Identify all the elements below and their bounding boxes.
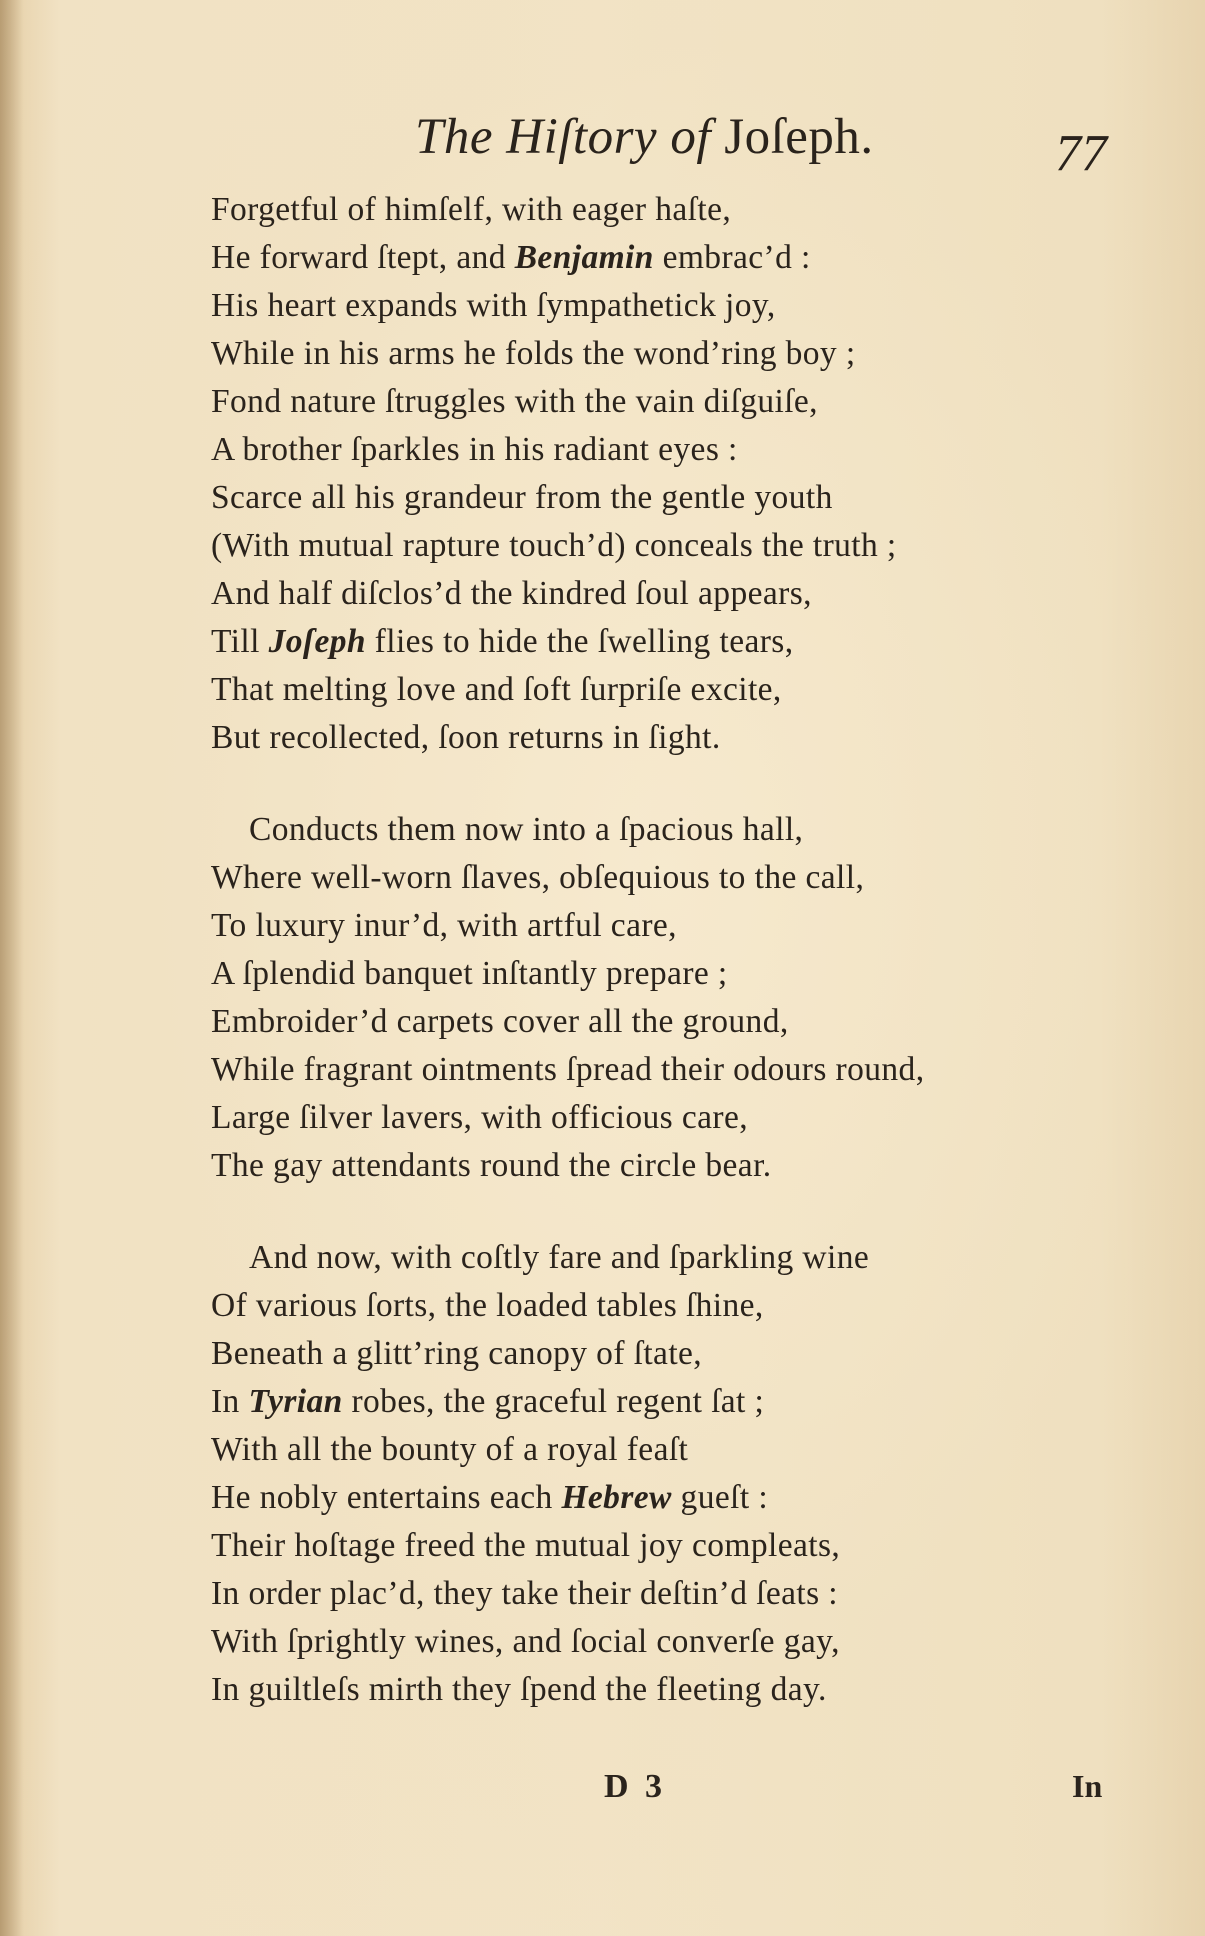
verse-text: flies to hide the ſwelling tears, <box>365 623 794 660</box>
verse-line <box>211 1426 1091 1474</box>
verse-text: Fond nature ſtruggles with the vain diſguiſe, <box>211 383 818 420</box>
verse-line <box>211 1282 1091 1330</box>
verse-text: Scarce all his grandeur from the gentle youth <box>211 479 833 516</box>
verse-text: A ſplendid banquet inſtantly prepare ; <box>211 955 728 992</box>
verse-text: In <box>211 1383 249 1420</box>
italic-name: Tyrian <box>248 1383 343 1420</box>
verse-text: Large ſilver lavers, with officious care, <box>211 1099 749 1136</box>
verse-line <box>211 1330 1091 1378</box>
verse-line <box>211 854 1091 902</box>
verse-line <box>211 998 1091 1046</box>
verse-line <box>211 426 1091 474</box>
verse-text: Beneath a glitt’ring canopy of ſtate, <box>211 1335 703 1372</box>
italic-name: Benjamin <box>514 239 654 276</box>
verse-text: A brother ſparkles in his radiant eyes : <box>211 431 738 468</box>
verse-text: He nobly entertains each <box>211 1479 562 1516</box>
verse-text: With ſprightly wines, and ſocial converſe gay, <box>211 1623 840 1660</box>
verse-text: His heart expands with ſympathetick joy, <box>211 287 776 324</box>
verse-text: (With mutual rapture touch’d) conceals the truth ; <box>211 527 897 564</box>
verse-text: robes, the graceful regent ſat ; <box>342 1383 765 1420</box>
verse-text: While in his arms he folds the wond’ring boy ; <box>211 335 856 372</box>
verse-text: But recollected, ſoon returns in ſight. <box>211 719 721 756</box>
stanza <box>211 806 1091 1190</box>
verse-text: gueſt : <box>671 1479 769 1516</box>
verse-line <box>211 618 1091 666</box>
stanza <box>211 1234 1091 1714</box>
verse-text: In order plac’d, they take their deſtin’d ſeats : <box>211 1575 839 1612</box>
verse-line <box>211 570 1091 618</box>
verse-text: Till <box>211 623 269 660</box>
verse-line <box>211 1378 1091 1426</box>
gutter-shadow <box>0 0 24 1936</box>
verse-text: To luxury inur’d, with artful care, <box>211 907 677 944</box>
verse-text: That melting love and ſoft ſurpriſe excite, <box>211 671 782 708</box>
verse-text: Where well-worn ſlaves, obſequious to the call, <box>211 859 865 896</box>
verse-line <box>211 330 1091 378</box>
verse-text: embrac’d : <box>653 239 811 276</box>
verse-line <box>211 378 1091 426</box>
verse-line <box>211 1666 1091 1714</box>
verse-line <box>211 902 1091 950</box>
verse-text: Of various ſorts, the loaded tables ſhine, <box>211 1287 764 1324</box>
verse-line <box>211 1618 1091 1666</box>
verse-line <box>211 1474 1091 1522</box>
verse-line <box>211 714 1091 762</box>
verse-line <box>211 1570 1091 1618</box>
verse-text: And now, with coſtly fare and ſparkling wine <box>249 1239 870 1276</box>
verse-line <box>211 186 1091 234</box>
signature-mark: D 3 <box>604 1768 667 1805</box>
verse-text: While fragrant ointments ſpread their odours round, <box>211 1051 925 1088</box>
verse-text: Embroider’d carpets cover all the ground, <box>211 1003 789 1040</box>
verse-line <box>211 474 1091 522</box>
running-head-roman: Joſeph. <box>724 109 874 165</box>
verse-line <box>211 522 1091 570</box>
running-head <box>415 108 874 166</box>
catchword: In <box>1072 1768 1103 1804</box>
verse-line <box>211 1522 1091 1570</box>
verse-text: Their hoſtage freed the mutual joy compleats, <box>211 1527 841 1564</box>
verse-text: Forgetful of himſelf, with eager haſte, <box>211 191 732 228</box>
verse-line <box>211 1142 1091 1190</box>
verse-line <box>211 282 1091 330</box>
verse-text: In guiltleſs mirth they ſpend the fleeting day. <box>211 1671 827 1708</box>
verse-line <box>211 1094 1091 1142</box>
poem-body <box>211 186 1091 1714</box>
verse-text: With all the bounty of a royal feaſt <box>211 1431 689 1468</box>
italic-name: Joſeph <box>268 623 366 660</box>
verse-text: The gay attendants round the circle bear. <box>211 1147 772 1184</box>
verse-text: Conducts them now into a ſpacious hall, <box>249 811 804 848</box>
verse-line <box>211 806 1091 854</box>
stanza <box>211 186 1091 762</box>
verse-line <box>211 1046 1091 1094</box>
italic-name: Hebrew <box>561 1479 672 1516</box>
running-head-italic: The Hiſtory of <box>415 109 711 165</box>
verse-line <box>211 1234 1091 1282</box>
verse-line <box>211 666 1091 714</box>
verse-line <box>211 950 1091 998</box>
verse-text: He forward ſtept, and <box>211 239 515 276</box>
verse-text: And half diſclos’d the kindred ſoul appears, <box>211 575 812 612</box>
page-number: 77 <box>1055 125 1107 182</box>
verse-line <box>211 234 1091 282</box>
